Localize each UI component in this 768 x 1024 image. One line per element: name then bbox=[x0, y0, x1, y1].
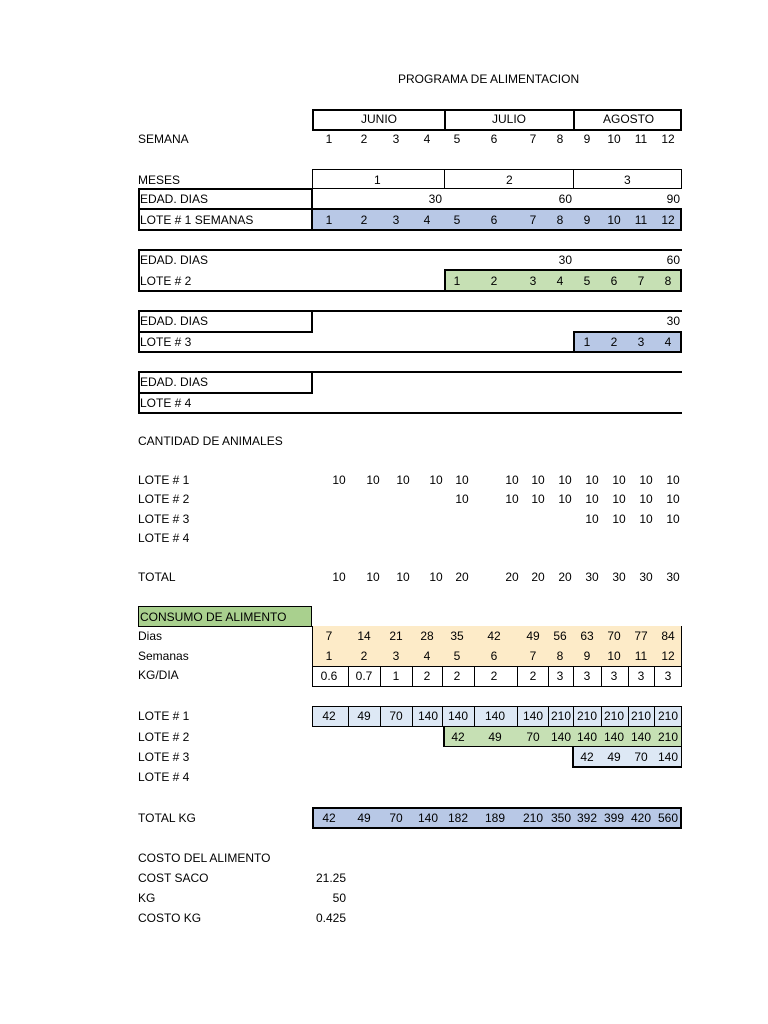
month-agosto: AGOSTO bbox=[603, 112, 655, 126]
consumo-semanas-cell: 7 bbox=[529, 649, 537, 663]
month-junio: JUNIO bbox=[361, 112, 397, 126]
consumo-lote2-cell: 42 bbox=[451, 730, 465, 744]
animales-lote2-cell: 10 bbox=[531, 492, 545, 506]
consumo-kgdia-cell: 0.7 bbox=[355, 669, 373, 683]
animales-total-cell: 10 bbox=[332, 570, 346, 584]
consumo-semanas-cell: 3 bbox=[392, 649, 400, 663]
total-kg-cell: 70 bbox=[389, 811, 403, 825]
lote2-week-cell: 7 bbox=[637, 274, 645, 288]
consumo-lote1-cell: 210 bbox=[603, 709, 625, 723]
consumo-lote3-cell: 140 bbox=[657, 750, 679, 764]
semana-week-cell: 12 bbox=[661, 132, 675, 146]
lote1-week-cell: 6 bbox=[490, 213, 498, 227]
consumo-dias-cell: 77 bbox=[634, 629, 648, 643]
lote2-week-cell: 6 bbox=[610, 274, 618, 288]
animales-lote1-cell: 10 bbox=[366, 473, 380, 487]
lote1-week-cell: 1 bbox=[325, 213, 333, 227]
meses-value-1: 1 bbox=[374, 173, 381, 187]
total-kg-cell: 42 bbox=[322, 811, 336, 825]
animales-lote1-cell: 10 bbox=[585, 473, 599, 487]
animales-total-cell: 10 bbox=[366, 570, 380, 584]
consumo-semanas-cell: 8 bbox=[556, 649, 564, 663]
consumo-lote2-cell: 140 bbox=[550, 730, 572, 744]
consumo-dias-cell: 14 bbox=[357, 629, 371, 643]
kg-value: 50 bbox=[332, 891, 346, 905]
consumo-kgdia-cell: 3 bbox=[664, 669, 672, 683]
lote2-week-cell: 2 bbox=[490, 274, 498, 288]
consumo-dias-cell: 42 bbox=[487, 629, 501, 643]
consumo-kgdia-cell: 2 bbox=[529, 669, 537, 683]
consumo-lote2-cell: 140 bbox=[603, 730, 625, 744]
lote1-week-cell: 5 bbox=[453, 213, 461, 227]
consumo-lote1-cell: 210 bbox=[657, 709, 679, 723]
consumo-semanas-cell: 4 bbox=[423, 649, 431, 663]
semanas-label: Semanas bbox=[138, 649, 189, 663]
total-kg-cell: 392 bbox=[576, 811, 598, 825]
semana-week-cell: 5 bbox=[453, 132, 461, 146]
cantidad-heading: CANTIDAD DE ANIMALES bbox=[138, 434, 283, 448]
consumo-lote2-cell: 70 bbox=[526, 730, 540, 744]
consumo-lote1-cell: 210 bbox=[630, 709, 652, 723]
total-kg-cell: 420 bbox=[630, 811, 652, 825]
semana-week-cell: 4 bbox=[423, 132, 431, 146]
consumo-lote1-cell: 210 bbox=[576, 709, 598, 723]
animales-total-cell: 20 bbox=[455, 570, 469, 584]
consumo-dias-cell: 84 bbox=[661, 629, 675, 643]
lote2-label: LOTE # 2 bbox=[140, 274, 192, 288]
consumo-semanas-cell: 6 bbox=[490, 649, 498, 663]
semana-week-cell: 9 bbox=[583, 132, 591, 146]
consumo-lote2-cell: 210 bbox=[657, 730, 679, 744]
consumo-semanas-cell: 12 bbox=[661, 649, 675, 663]
animales-lote2-cell: 10 bbox=[666, 492, 680, 506]
consumo-semanas-cell: 10 bbox=[607, 649, 621, 663]
consumo-kgdia-cell: 2 bbox=[423, 669, 431, 683]
consumo-kgdia-cell: 3 bbox=[637, 669, 645, 683]
consumo-lote1-cell: 42 bbox=[322, 709, 336, 723]
lote1-week-cell: 9 bbox=[583, 213, 591, 227]
animales-lote1-cell: 10 bbox=[505, 473, 519, 487]
lote1-week-cell: 3 bbox=[392, 213, 400, 227]
animales-lote3-cell: 10 bbox=[639, 512, 653, 526]
lote1-week-cell: 11 bbox=[634, 213, 648, 227]
lote1-week-cell: 10 bbox=[607, 213, 621, 227]
total-kg-cell: 140 bbox=[417, 811, 439, 825]
lote1-week-cell: 8 bbox=[556, 213, 564, 227]
consumo-lote2-label: LOTE # 2 bbox=[138, 730, 190, 744]
total-kg-cell: 189 bbox=[484, 811, 506, 825]
semana-week-cell: 8 bbox=[556, 132, 564, 146]
consumo-lote3-cell: 70 bbox=[634, 750, 648, 764]
dias-label: Dias bbox=[138, 629, 163, 643]
total-kg-cell: 350 bbox=[550, 811, 572, 825]
consumo-kgdia-cell: 3 bbox=[583, 669, 591, 683]
consumo-lote4-label: LOTE # 4 bbox=[138, 770, 190, 784]
animales-total-cell: 30 bbox=[612, 570, 626, 584]
month-julio: JULIO bbox=[492, 112, 527, 126]
consumo-lote3-cell: 42 bbox=[580, 750, 594, 764]
edad-value: 30 bbox=[666, 314, 680, 328]
edad-dias-label-lote1: EDAD. DIAS bbox=[140, 192, 209, 206]
page-title: PROGRAMA DE ALIMENTACION bbox=[398, 72, 580, 86]
consumo-lote2-cell: 49 bbox=[488, 730, 502, 744]
lote3-label: LOTE # 3 bbox=[140, 335, 192, 349]
costo-kg-value: 0.425 bbox=[315, 911, 346, 925]
consumo-kgdia-cell: 3 bbox=[610, 669, 618, 683]
animales-lote3-cell: 10 bbox=[585, 512, 599, 526]
consumo-semanas-cell: 5 bbox=[453, 649, 461, 663]
consumo-kgdia-cell: 2 bbox=[490, 669, 498, 683]
lote1-week-cell: 7 bbox=[529, 213, 537, 227]
animales-lote2-cell: 10 bbox=[455, 492, 469, 506]
animales-total-cell: 10 bbox=[396, 570, 410, 584]
consumo-semanas-cell: 9 bbox=[583, 649, 591, 663]
lote1-week-cell: 4 bbox=[423, 213, 431, 227]
semana-week-cell: 7 bbox=[529, 132, 537, 146]
animales-lote1-cell: 10 bbox=[332, 473, 346, 487]
lote2-week-cell: 3 bbox=[529, 274, 537, 288]
semana-week-cell: 2 bbox=[360, 132, 368, 146]
lote2-week-cell: 8 bbox=[664, 274, 672, 288]
consumo-lote2-cell: 140 bbox=[630, 730, 652, 744]
consumo-lote1-cell: 140 bbox=[484, 709, 506, 723]
consumo-kgdia-cell: 2 bbox=[453, 669, 461, 683]
consumo-lote1-cell: 49 bbox=[357, 709, 371, 723]
animales-lote4-label: LOTE # 4 bbox=[138, 531, 190, 545]
lote3-week-cell: 3 bbox=[637, 335, 645, 349]
animales-lote1-cell: 10 bbox=[531, 473, 545, 487]
consumo-dias-cell: 49 bbox=[526, 629, 540, 643]
consumo-dias-cell: 56 bbox=[553, 629, 567, 643]
consumo-dias-cell: 7 bbox=[325, 629, 333, 643]
edad-dias-label-lote4: EDAD. DIAS bbox=[140, 375, 209, 389]
animales-total-cell: 20 bbox=[558, 570, 572, 584]
animales-lote2-cell: 10 bbox=[585, 492, 599, 506]
animales-lote3-cell: 10 bbox=[666, 512, 680, 526]
consumo-lote1-cell: 210 bbox=[550, 709, 572, 723]
semana-week-cell: 1 bbox=[325, 132, 333, 146]
consumo-dias-cell: 21 bbox=[389, 629, 403, 643]
lote3-week-cell: 4 bbox=[664, 335, 672, 349]
edad-value: 60 bbox=[666, 253, 680, 267]
consumo-semanas-cell: 11 bbox=[634, 649, 648, 663]
costo-kg-label: COSTO KG bbox=[138, 911, 202, 925]
consumo-semanas-cell: 1 bbox=[325, 649, 333, 663]
lote4-label: LOTE # 4 bbox=[140, 396, 192, 410]
consumo-lote2-cell: 140 bbox=[576, 730, 598, 744]
lote1-week-cell: 2 bbox=[360, 213, 368, 227]
consumo-lote3-cell: 49 bbox=[607, 750, 621, 764]
consumo-dias-cell: 70 bbox=[607, 629, 621, 643]
meses-value-3: 3 bbox=[624, 173, 631, 187]
lote3-week-cell: 2 bbox=[610, 335, 618, 349]
animales-lote2-cell: 10 bbox=[505, 492, 519, 506]
animales-lote2-label: LOTE # 2 bbox=[138, 492, 190, 506]
consumo-heading: CONSUMO DE ALIMENTO bbox=[140, 610, 287, 624]
lote1-week-cell: 12 bbox=[661, 213, 675, 227]
edad-dias-label-lote2: EDAD. DIAS bbox=[140, 253, 209, 267]
semana-week-cell: 11 bbox=[634, 132, 648, 146]
edad-value: 60 bbox=[558, 192, 572, 206]
consumo-dias-cell: 28 bbox=[420, 629, 434, 643]
animales-lote2-cell: 10 bbox=[558, 492, 572, 506]
costo-heading: COSTO DEL ALIMENTO bbox=[138, 851, 271, 865]
animales-lote2-cell: 10 bbox=[639, 492, 653, 506]
animales-total-cell: 20 bbox=[531, 570, 545, 584]
animales-lote3-cell: 10 bbox=[612, 512, 626, 526]
total-kg-cell: 210 bbox=[522, 811, 544, 825]
total-kg-cell: 560 bbox=[657, 811, 679, 825]
total-kg-cell: 182 bbox=[447, 811, 469, 825]
animales-lote1-cell: 10 bbox=[429, 473, 443, 487]
edad-dias-label-lote3: EDAD. DIAS bbox=[140, 314, 209, 328]
consumo-kgdia-cell: 3 bbox=[556, 669, 564, 683]
cost-saco-value: 21.25 bbox=[315, 871, 346, 885]
animales-lote3-label: LOTE # 3 bbox=[138, 512, 190, 526]
edad-value: 30 bbox=[428, 192, 442, 206]
animales-lote2-cell: 10 bbox=[612, 492, 626, 506]
consumo-lote1-label: LOTE # 1 bbox=[138, 709, 190, 723]
lote2-week-cell: 1 bbox=[453, 274, 461, 288]
semana-week-cell: 6 bbox=[490, 132, 498, 146]
animales-total-label: TOTAL bbox=[138, 570, 176, 584]
consumo-lote1-cell: 70 bbox=[389, 709, 403, 723]
lote3-week-cell: 1 bbox=[583, 335, 591, 349]
edad-value: 90 bbox=[666, 192, 680, 206]
total-kg-cell: 399 bbox=[603, 811, 625, 825]
meses-label: MESES bbox=[138, 173, 181, 187]
animales-total-cell: 30 bbox=[585, 570, 599, 584]
semana-week-cell: 10 bbox=[607, 132, 621, 146]
total-kg-cell: 49 bbox=[357, 811, 371, 825]
semana-label: SEMANA bbox=[138, 132, 189, 146]
edad-value: 30 bbox=[558, 253, 572, 267]
consumo-kgdia-cell: 0.6 bbox=[320, 669, 338, 683]
total-kg-label: TOTAL KG bbox=[138, 811, 196, 825]
consumo-kgdia-cell: 1 bbox=[392, 669, 400, 683]
animales-lote1-cell: 10 bbox=[396, 473, 410, 487]
semana-week-cell: 3 bbox=[392, 132, 400, 146]
animales-lote1-cell: 10 bbox=[666, 473, 680, 487]
animales-total-cell: 20 bbox=[505, 570, 519, 584]
lote2-week-cell: 4 bbox=[556, 274, 564, 288]
animales-lote1-label: LOTE # 1 bbox=[138, 473, 190, 487]
lote2-week-cell: 5 bbox=[583, 274, 591, 288]
consumo-lote1-cell: 140 bbox=[417, 709, 439, 723]
animales-lote1-cell: 10 bbox=[639, 473, 653, 487]
kgdia-label: KG/DIA bbox=[138, 668, 179, 682]
consumo-lote1-cell: 140 bbox=[522, 709, 544, 723]
consumo-semanas-cell: 2 bbox=[360, 649, 368, 663]
consumo-dias-cell: 63 bbox=[580, 629, 594, 643]
animales-total-cell: 30 bbox=[666, 570, 680, 584]
animales-total-cell: 10 bbox=[429, 570, 443, 584]
consumo-dias-cell: 35 bbox=[450, 629, 464, 643]
animales-lote1-cell: 10 bbox=[612, 473, 626, 487]
animales-lote1-cell: 10 bbox=[455, 473, 469, 487]
animales-lote1-cell: 10 bbox=[558, 473, 572, 487]
lote1-semanas-label: LOTE # 1 SEMANAS bbox=[140, 213, 254, 227]
animales-total-cell: 30 bbox=[639, 570, 653, 584]
consumo-lote1-cell: 140 bbox=[447, 709, 469, 723]
cost-saco-label: COST SACO bbox=[138, 871, 209, 885]
meses-value-2: 2 bbox=[506, 173, 513, 187]
consumo-lote3-label: LOTE # 3 bbox=[138, 750, 190, 764]
kg-label: KG bbox=[138, 891, 156, 905]
